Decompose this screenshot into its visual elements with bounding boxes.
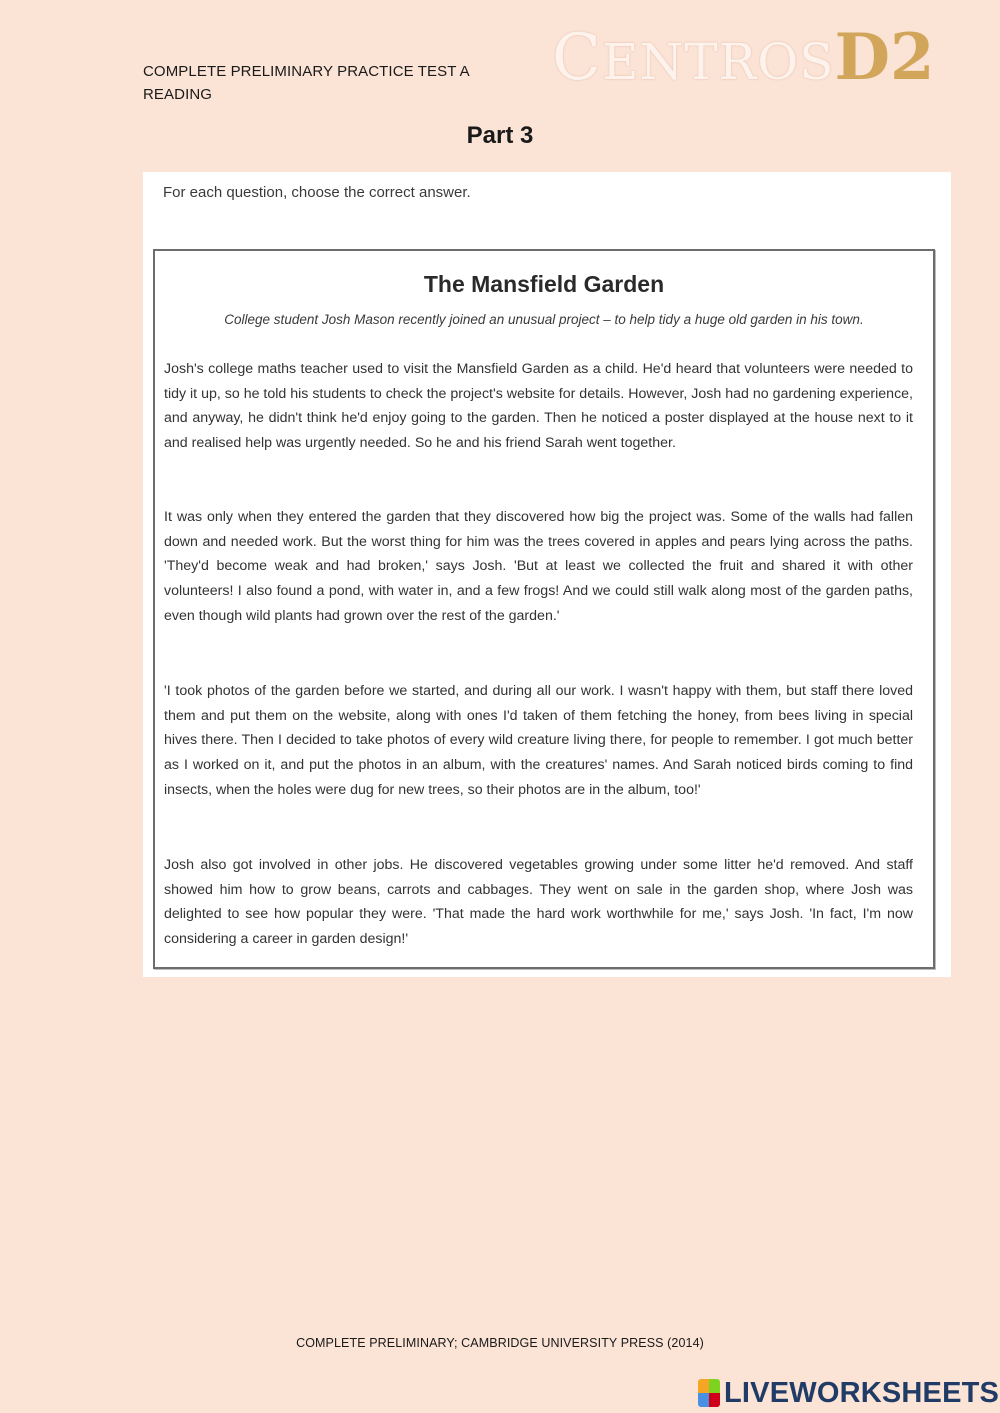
article-subtitle: College student Josh Mason recently joined an unusual project – to help tidy a huge old garden in his town. — [224, 312, 864, 327]
liveworksheets-logo — [698, 1377, 999, 1409]
d2-wordmark: D2 — [834, 20, 935, 95]
test-header-section: READING — [143, 86, 213, 103]
article-paragraph-4: Josh also got involved in other jobs. He discovered vegetables growing under some litter he'd removed. And staff showed him how to grow beans, carrots and cabbages. They went on sale in the garden shop, where Josh was delighted to see how popular they were. 'That made the hard work worthwhile for me,' says Josh. 'In fact, I'm now considering a career in garden design!' — [164, 857, 913, 948]
test-header — [143, 60, 470, 106]
article-title: The Mansfield Garden — [423, 271, 665, 297]
instruction-text: For each question, choose the correct answer. — [163, 184, 471, 201]
centros-d2-logo — [552, 22, 935, 94]
liveworksheets-wordmark: LIVEWORKSHEETS — [724, 1376, 1000, 1409]
source-citation: COMPLETE PRELIMINARY; CAMBRIDGE UNIVERSITY PRESS (2014) — [296, 1336, 704, 1350]
article-paragraph-3: 'I took photos of the garden before we started, and during all our work. I wasn't happy with them, but staff there loved them and put them on the website, along with ones I'd taken of them fetching the honey, from bees living in special hives there. Then I decided to take photos of every wild creature living there, for people to remember. I got much better as I worked on it, and put the photos in an album, with the creatures' names. And Sarah noticed birds coming to find insects, when the holes were dug for new trees, so their photos are in the album, too!' — [164, 683, 913, 798]
article-paragraph-1: Josh's college maths teacher used to visit the Mansfield Garden as a child. He'd heard that volunteers were needed to tidy it up, so he told his students to check the project's website for details. However, Josh had no gardening experience, and anyway, he didn't think he'd enjoy going to the garden. Then he noticed a poster displayed at the house next to it and realised help was urgently needed. So he and his friend Sarah went together. — [164, 361, 913, 452]
liveworksheets-logo-icon — [698, 1379, 720, 1407]
centros-wordmark: CENTROS — [552, 21, 835, 95]
article-paragraph-2: It was only when they entered the garden that they discovered how big the project was. Some of the walls had fallen down and needed work. But the worst thing for him was the trees covered in apples and pears lying across the paths. 'They'd become weak and had broken,' says Josh. 'But at least we collected the fruit and shared it with other volunteers! I also found a pond, with water in, and a few frogs! And we could still walk along most of the garden paths, even though wild plants had grown over the rest of the garden.' — [164, 509, 913, 624]
reading-panel — [143, 172, 951, 977]
part-title: Part 3 — [466, 122, 534, 149]
test-header-title: COMPLETE PRELIMINARY PRACTICE TEST A — [143, 63, 470, 80]
article-box — [153, 249, 935, 969]
